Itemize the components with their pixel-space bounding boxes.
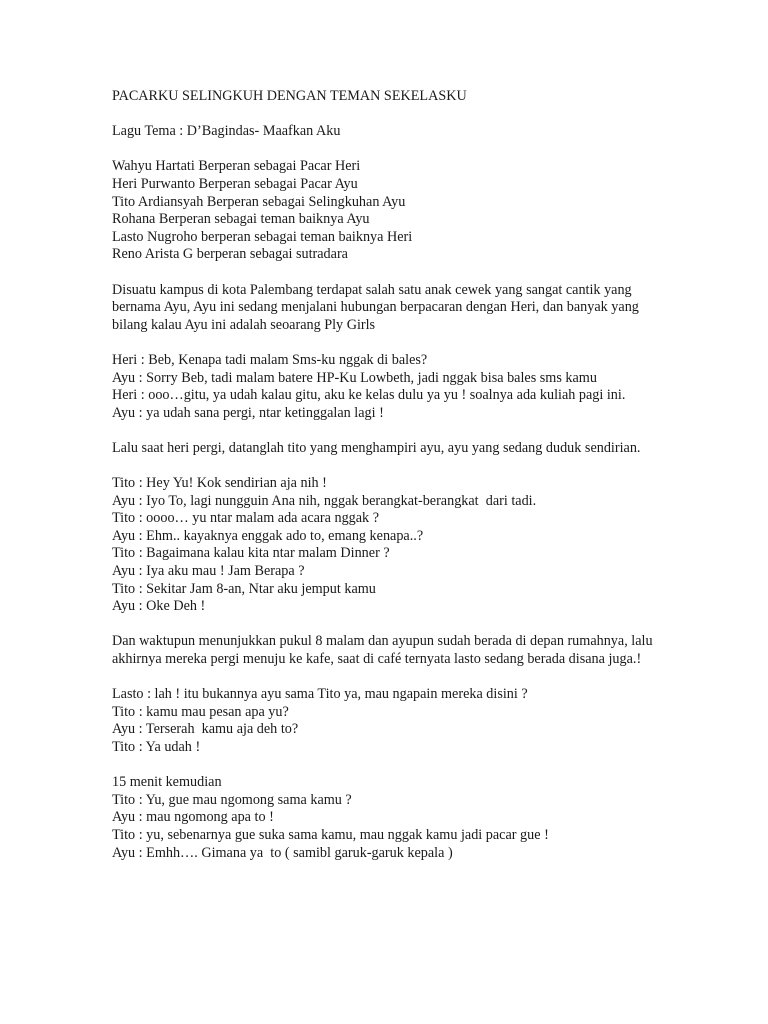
- dialog-line: Ayu : Oke Deh !: [112, 598, 206, 615]
- dialog-line: Tito : Yu, gue mau ngomong sama kamu ?: [112, 791, 352, 808]
- dialog-line: Tito : Sekitar Jam 8-an, Ntar aku jemput kamu: [112, 580, 376, 597]
- dialog-line: Ayu : mau ngomong apa to !: [112, 809, 274, 826]
- dialog-block-1: [112, 352, 672, 422]
- dialog-line: Heri : ooo…gitu, ya udah kalau gitu, aku ke kelas dulu ya yu ! soalnya ada kuliah pagi ini.: [112, 387, 626, 404]
- cast-line: Tito Ardiansyah Berperan sebagai Selingkuhan Ayu: [112, 193, 406, 210]
- cast-list: [112, 158, 672, 264]
- dialog-block-3: [112, 686, 672, 756]
- cast-line: Lasto Nugroho berperan sebagai teman baiknya Heri: [112, 228, 413, 245]
- narration-paragraph-1: Lalu saat heri pergi, datanglah tito yang menghampiri ayu, ayu yang sedang duduk sendirian.: [112, 439, 641, 456]
- dialog-line: Tito : yu, sebenarnya gue suka sama kamu, mau nggak kamu jadi pacar gue !: [112, 826, 549, 843]
- title-text: PACARKU SELINGKUH DENGAN TEMAN SEKELASKU: [112, 88, 467, 104]
- cast-line: Wahyu Hartati Berperan sebagai Pacar Heri: [112, 158, 361, 175]
- dialog-line: Lasto : lah ! itu bukannya ayu sama Tito ya, mau ngapain mereka disini ?: [112, 686, 528, 703]
- dialog-line: Ayu : Iya aku mau ! Jam Berapa ?: [112, 563, 305, 580]
- theme-song-text: Lagu Tema : D’Bagindas- Maafkan Aku: [112, 123, 341, 140]
- intro-paragraph: Disuatu kampus di kota Palembang terdapat salah satu anak cewek yang sangat cantik yang bernama Ayu, Ayu ini sedang menjalani hubungan berpacaran dengan Heri, dan banyak yang bilang kalau Ayu ini adalah seoarang Ply Girls: [112, 281, 639, 333]
- dialog-line: Ayu : Iyo To, lagi nungguin Ana nih, nggak berangkat-berangkat dari tadi.: [112, 492, 537, 509]
- cast-line: Reno Arista G berperan sebagai sutradara: [112, 246, 348, 263]
- dialog-block-2: [112, 475, 672, 616]
- scene-note: 15 menit kemudian: [112, 774, 222, 791]
- dialog-line: Heri : Beb, Kenapa tadi malam Sms-ku nggak di bales?: [112, 351, 428, 368]
- dialog-line: Ayu : Ehm.. kayaknya enggak ado to, emang kenapa..?: [112, 527, 424, 544]
- document-page: [112, 88, 672, 880]
- dialog-line: Ayu : Sorry Beb, tadi malam batere HP-Ku Lowbeth, jadi nggak bisa bales sms kamu: [112, 369, 597, 386]
- dialog-line: Tito : kamu mau pesan apa yu?: [112, 703, 289, 720]
- dialog-line: Ayu : Emhh…. Gimana ya to ( samibl garuk-garuk kepala ): [112, 844, 453, 861]
- dialog-block-4: [112, 774, 672, 862]
- theme-song: [112, 123, 672, 141]
- document-title: [112, 88, 672, 106]
- dialog-line: Tito : Hey Yu! Kok sendirian aja nih !: [112, 475, 327, 492]
- dialog-line: Ayu : ya udah sana pergi, ntar ketinggalan lagi !: [112, 404, 384, 421]
- dialog-line: Ayu : Terserah kamu aja deh to?: [112, 721, 299, 738]
- dialog-line: Tito : Bagaimana kalau kita ntar malam Dinner ?: [112, 545, 390, 562]
- cast-line: Heri Purwanto Berperan sebagai Pacar Ayu: [112, 175, 358, 192]
- dialog-line: Tito : oooo… yu ntar malam ada acara nggak ?: [112, 510, 379, 527]
- dialog-line: Tito : Ya udah !: [112, 738, 201, 755]
- narration-paragraph-2: Dan waktupun menunjukkan pukul 8 malam dan ayupun sudah berada di depan rumahnya, lalu akhirnya mereka pergi menuju ke kafe, saat di café ternyata lasto sedang berada disana juga.!: [112, 633, 653, 667]
- cast-line: Rohana Berperan sebagai teman baiknya Ayu: [112, 211, 370, 228]
